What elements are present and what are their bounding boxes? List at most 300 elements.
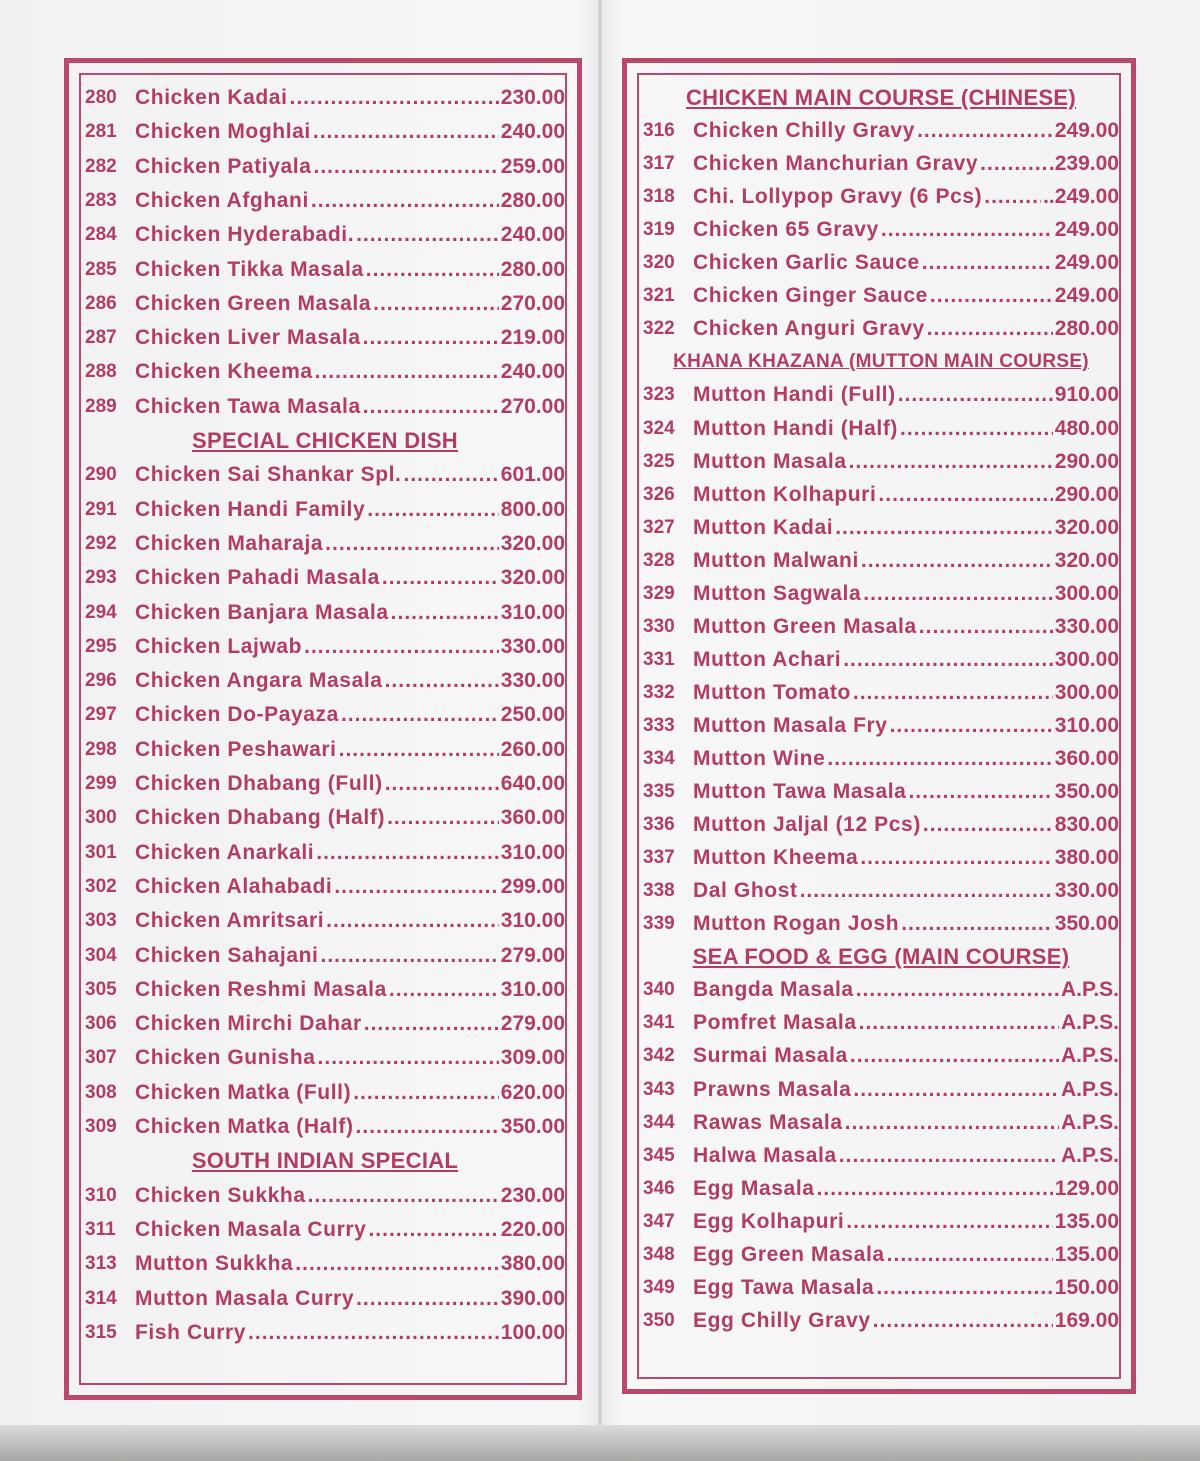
item-number: 326 bbox=[643, 483, 675, 505]
item-price: 260.00 bbox=[500, 737, 565, 761]
item-name: Pomfret Masala bbox=[693, 1011, 857, 1035]
item-number: 319 bbox=[643, 219, 675, 241]
dot-leader bbox=[363, 326, 499, 350]
menu-item bbox=[643, 248, 1119, 278]
item-number: 303 bbox=[85, 910, 117, 932]
item-name: Chicken Do-Payaza bbox=[135, 703, 339, 727]
left-page-frame bbox=[64, 58, 582, 1400]
menu-item bbox=[643, 380, 1119, 410]
item-name: Egg Tawa Masala bbox=[693, 1275, 875, 1299]
menu-item bbox=[85, 872, 565, 902]
dot-leader bbox=[385, 669, 499, 693]
item-name: Mutton Rogan Josh bbox=[693, 912, 900, 936]
item-name: Mutton Kadai bbox=[693, 515, 834, 539]
item-number: 286 bbox=[85, 292, 117, 314]
item-name: Chicken Tawa Masala bbox=[135, 394, 361, 418]
item-price: 300.00 bbox=[1054, 581, 1119, 605]
item-number: 296 bbox=[85, 670, 117, 692]
item-name: Egg Kolhapuri bbox=[693, 1209, 845, 1233]
menu-item bbox=[85, 1249, 565, 1279]
item-number: 347 bbox=[643, 1210, 675, 1232]
item-name: Chicken Alahabadi bbox=[135, 874, 333, 898]
item-number: 342 bbox=[643, 1045, 675, 1067]
item-number: 280 bbox=[85, 87, 117, 108]
menu-item bbox=[643, 546, 1119, 576]
menu-item bbox=[85, 735, 565, 765]
dot-leader bbox=[366, 258, 499, 282]
item-price: 135.00 bbox=[1054, 1242, 1119, 1266]
item-name: Mutton Achari bbox=[693, 647, 842, 671]
item-number: 314 bbox=[85, 1287, 117, 1309]
item-name: Dal Ghost bbox=[693, 879, 798, 903]
item-price: 910.00 bbox=[1054, 383, 1119, 407]
item-price: 620.00 bbox=[500, 1080, 565, 1104]
item-name: Chicken Handi Family bbox=[135, 497, 366, 521]
dot-leader bbox=[321, 944, 499, 968]
menu-item bbox=[643, 314, 1119, 344]
dot-leader bbox=[318, 1046, 499, 1070]
dot-leader bbox=[389, 978, 499, 1002]
item-price: 830.00 bbox=[1054, 813, 1119, 837]
item-name: Chicken Kheema bbox=[135, 360, 313, 384]
item-price: 150.00 bbox=[1054, 1275, 1119, 1299]
dot-leader bbox=[980, 152, 1047, 176]
item-price: 330.00 bbox=[1054, 879, 1119, 903]
dot-leader bbox=[373, 292, 499, 316]
menu-item bbox=[85, 1009, 565, 1039]
item-name: Mutton Handi (Full) bbox=[693, 383, 896, 407]
item-price: A.P.S. bbox=[1061, 1110, 1119, 1134]
menu-item bbox=[85, 460, 565, 490]
item-price: 129.00 bbox=[1054, 1176, 1119, 1200]
menu-item bbox=[85, 529, 565, 559]
item-price: 300.00 bbox=[1054, 647, 1119, 671]
menu-item bbox=[643, 281, 1119, 311]
item-number: 334 bbox=[643, 748, 675, 769]
menu-item bbox=[85, 1318, 565, 1348]
menu-item bbox=[85, 495, 565, 525]
dot-leader bbox=[385, 772, 499, 796]
item-price: 390.00 bbox=[500, 1286, 565, 1310]
item-price: 350.00 bbox=[1054, 912, 1119, 936]
item-price: 259.00 bbox=[500, 154, 565, 178]
item-number: 309 bbox=[85, 1116, 117, 1137]
dot-leader bbox=[900, 417, 1053, 441]
item-name: Egg Masala bbox=[693, 1176, 815, 1200]
item-number: 306 bbox=[85, 1013, 117, 1035]
table-surface bbox=[0, 1425, 1200, 1461]
dot-leader bbox=[927, 317, 1053, 341]
dot-leader bbox=[984, 185, 1041, 209]
item-name: Chicken Hyderabadi. bbox=[135, 223, 355, 247]
item-number: 346 bbox=[643, 1177, 675, 1199]
item-price: .239.00 bbox=[1048, 152, 1119, 176]
item-price: 380.00 bbox=[500, 1252, 565, 1276]
item-number: 340 bbox=[643, 979, 675, 1001]
item-number: 318 bbox=[643, 186, 675, 208]
item-number: 321 bbox=[643, 285, 675, 307]
item-number: 316 bbox=[643, 120, 675, 142]
dot-leader bbox=[800, 879, 1053, 903]
menu-item bbox=[643, 645, 1119, 675]
dot-leader bbox=[930, 284, 1053, 308]
item-price: 310.00 bbox=[500, 840, 565, 864]
item-price: 270.00 bbox=[500, 394, 565, 418]
item-number: 305 bbox=[85, 978, 117, 1000]
menu-item bbox=[643, 1306, 1119, 1336]
item-number: 297 bbox=[85, 704, 117, 726]
menu-item bbox=[643, 1240, 1119, 1270]
menu-item bbox=[643, 1207, 1119, 1237]
dot-leader bbox=[325, 532, 499, 556]
dot-leader bbox=[923, 813, 1053, 837]
item-price: 230.00 bbox=[500, 86, 565, 109]
item-number: 322 bbox=[643, 318, 675, 340]
item-name: Chicken Sahajani bbox=[135, 943, 319, 967]
item-price: 280.00 bbox=[500, 257, 565, 281]
dot-leader bbox=[387, 806, 499, 830]
section-heading: SOUTH INDIAN SPECIAL bbox=[191, 1148, 459, 1174]
item-price: 249.00 bbox=[1054, 251, 1119, 275]
item-price: ..249.00 bbox=[1043, 185, 1119, 209]
item-price: 310.00 bbox=[1054, 713, 1119, 737]
dot-leader bbox=[368, 1218, 498, 1242]
menu-item bbox=[85, 906, 565, 936]
menu-item bbox=[643, 678, 1119, 708]
item-price: 350.00 bbox=[500, 1115, 565, 1138]
item-name: Chicken Anarkali bbox=[135, 840, 315, 864]
item-name: Chicken Angara Masala bbox=[135, 669, 383, 693]
item-name: Chicken 65 Gravy bbox=[693, 218, 879, 242]
item-name: Halwa Masala bbox=[693, 1143, 837, 1167]
item-name: Chicken Liver Masala bbox=[135, 326, 361, 350]
menu-item bbox=[85, 186, 565, 216]
item-number: 281 bbox=[85, 121, 117, 143]
page-fold bbox=[598, 0, 602, 1461]
menu-item bbox=[643, 215, 1119, 245]
item-name: Mutton Tomato bbox=[693, 680, 851, 704]
item-price: 640.00 bbox=[500, 772, 565, 795]
dot-leader bbox=[859, 1011, 1059, 1035]
item-name: Chi. Lollypop Gravy (6 Pcs) bbox=[693, 185, 983, 209]
item-name: Fish Curry bbox=[135, 1320, 247, 1344]
item-number: 301 bbox=[85, 841, 117, 863]
item-price: 320.00 bbox=[1054, 548, 1119, 572]
item-price: 169.00 bbox=[1054, 1308, 1119, 1332]
dot-leader bbox=[878, 483, 1052, 507]
dot-leader bbox=[876, 1276, 1052, 1300]
menu-item bbox=[85, 769, 565, 799]
item-name: Mutton Tawa Masala bbox=[693, 780, 907, 804]
item-name: Chicken Tikka Masala bbox=[135, 257, 364, 281]
dot-leader bbox=[316, 841, 499, 865]
menu-item bbox=[643, 612, 1119, 642]
item-name: Chicken Dhabang (Full) bbox=[135, 772, 383, 795]
dot-leader bbox=[850, 1044, 1059, 1068]
item-number: 349 bbox=[643, 1276, 675, 1298]
dot-leader bbox=[391, 601, 499, 625]
dot-leader bbox=[860, 846, 1052, 870]
menu-item bbox=[643, 414, 1119, 444]
item-price: 250.00 bbox=[500, 703, 565, 727]
item-name: Mutton Jaljal (12 Pcs) bbox=[693, 813, 921, 837]
item-name: Chicken Maharaja bbox=[135, 531, 324, 555]
menu-item bbox=[85, 598, 565, 628]
dot-leader bbox=[908, 780, 1052, 804]
item-number: 350 bbox=[643, 1309, 675, 1331]
dot-leader bbox=[382, 566, 499, 590]
item-name: Mutton Masala Fry bbox=[693, 713, 888, 737]
dot-leader bbox=[845, 1111, 1059, 1135]
item-number: 341 bbox=[643, 1012, 675, 1034]
item-price: 279.00 bbox=[500, 943, 565, 967]
item-name: Chicken Masala Curry bbox=[135, 1217, 367, 1241]
item-number: 287 bbox=[85, 327, 117, 349]
item-name: Mutton Sukkha bbox=[135, 1252, 294, 1276]
item-price: 100.00 bbox=[500, 1320, 565, 1344]
menu-item bbox=[643, 711, 1119, 741]
dot-leader bbox=[315, 360, 499, 384]
dot-leader bbox=[861, 549, 1053, 573]
item-price: 230.00 bbox=[500, 1183, 565, 1207]
item-price: 240.00 bbox=[500, 120, 565, 144]
item-price: 320.00 bbox=[500, 566, 565, 590]
menu-item bbox=[643, 843, 1119, 873]
dot-leader bbox=[308, 1184, 499, 1208]
section-heading: CHICKEN MAIN COURSE (CHINESE) bbox=[685, 85, 1077, 110]
menu-item bbox=[85, 1215, 565, 1245]
dot-leader bbox=[887, 1243, 1053, 1267]
menu-item bbox=[643, 810, 1119, 840]
dot-leader bbox=[846, 1210, 1052, 1234]
item-name: Chicken Gunisha bbox=[135, 1046, 316, 1070]
menu-item bbox=[643, 1174, 1119, 1204]
menu-item bbox=[643, 744, 1119, 774]
item-price: 320.00 bbox=[1054, 515, 1119, 539]
item-number: 330 bbox=[643, 615, 675, 637]
item-name: Mutton Kheema bbox=[693, 846, 859, 870]
item-name: Chicken Ginger Sauce bbox=[693, 284, 928, 308]
menu-item bbox=[85, 563, 565, 593]
item-price: 330.00 bbox=[500, 634, 565, 658]
item-number: 336 bbox=[643, 814, 675, 836]
dot-leader bbox=[339, 738, 499, 762]
menu-item bbox=[643, 777, 1119, 807]
dot-leader bbox=[314, 155, 499, 179]
item-price: 360.00 bbox=[500, 806, 565, 830]
item-name: Chicken Sukkha bbox=[135, 1183, 306, 1207]
item-number: 284 bbox=[85, 224, 117, 246]
item-price: 601.00 bbox=[500, 463, 565, 487]
item-number: 338 bbox=[643, 880, 675, 902]
item-price: 220.00 bbox=[500, 1217, 565, 1241]
item-number: 288 bbox=[85, 361, 117, 383]
item-number: 329 bbox=[643, 582, 675, 604]
menu-item bbox=[85, 357, 565, 387]
dot-leader bbox=[898, 383, 1053, 407]
menu-item bbox=[85, 117, 565, 147]
item-name: Chicken Green Masala bbox=[135, 291, 372, 315]
item-price: 310.00 bbox=[500, 600, 565, 624]
menu-item bbox=[643, 909, 1119, 939]
item-price: 249.00 bbox=[1054, 119, 1119, 143]
item-price: 350.00 bbox=[1054, 780, 1119, 804]
item-number: 308 bbox=[85, 1081, 117, 1103]
item-number: 307 bbox=[85, 1047, 117, 1069]
item-price: 330.00 bbox=[500, 669, 565, 693]
item-price: 249.00 bbox=[1054, 284, 1119, 308]
item-name: Chicken Garlic Sauce bbox=[693, 251, 920, 275]
item-name: Mutton Malwani bbox=[693, 548, 859, 572]
item-name: Mutton Sagwala bbox=[693, 581, 862, 605]
item-price: A.P.S. bbox=[1061, 1077, 1119, 1101]
item-price: 290.00 bbox=[1054, 482, 1119, 506]
item-number: 333 bbox=[643, 714, 675, 736]
item-number: 313 bbox=[85, 1253, 117, 1275]
menu-item bbox=[85, 323, 565, 353]
dot-leader bbox=[922, 251, 1053, 275]
item-number: 290 bbox=[85, 464, 117, 486]
item-name: Chicken Manchurian Gravy bbox=[693, 152, 979, 176]
section-heading: SPECIAL CHICKEN DISH bbox=[192, 428, 458, 453]
item-number: 283 bbox=[85, 189, 117, 211]
item-number: 302 bbox=[85, 875, 117, 897]
menu-item bbox=[85, 152, 565, 182]
item-number: 293 bbox=[85, 567, 117, 589]
dot-leader bbox=[326, 909, 499, 933]
item-price: 380.00 bbox=[1054, 846, 1119, 870]
item-name: Egg Green Masala bbox=[693, 1242, 885, 1266]
item-price: 280.00 bbox=[500, 188, 565, 212]
menu-item bbox=[643, 975, 1119, 1005]
item-number: 344 bbox=[643, 1111, 675, 1133]
item-name: Egg Chilly Gravy bbox=[693, 1308, 871, 1332]
item-number: 310 bbox=[85, 1184, 117, 1206]
dot-leader bbox=[364, 1012, 499, 1036]
item-name: Chicken Peshawari bbox=[135, 737, 337, 761]
item-price: 480.00 bbox=[1054, 416, 1119, 440]
menu-item bbox=[85, 975, 565, 1005]
menu-item bbox=[85, 220, 565, 250]
menu-item bbox=[85, 1181, 565, 1211]
item-name: Chicken Mirchi Dahar bbox=[135, 1012, 362, 1036]
dot-leader bbox=[917, 119, 1053, 143]
item-number: 289 bbox=[85, 395, 117, 417]
menu-item bbox=[85, 392, 565, 422]
item-name: Chicken Matka (Full) bbox=[135, 1080, 352, 1104]
dot-leader bbox=[248, 1321, 499, 1345]
menu-item bbox=[85, 255, 565, 285]
item-number: 325 bbox=[643, 450, 675, 472]
item-number: 345 bbox=[643, 1144, 675, 1166]
item-price: 800.00 bbox=[500, 497, 565, 521]
item-number: 343 bbox=[643, 1078, 675, 1100]
item-price: 300.00 bbox=[1054, 680, 1119, 704]
menu-item bbox=[643, 1108, 1119, 1138]
item-price: 240.00 bbox=[500, 360, 565, 384]
item-price: 270.00 bbox=[500, 291, 565, 315]
item-price: 280.00 bbox=[1054, 317, 1119, 341]
dot-leader bbox=[827, 747, 1052, 771]
item-name: Rawas Masala bbox=[693, 1110, 843, 1134]
item-number: 327 bbox=[643, 516, 675, 538]
item-price: 219.00 bbox=[500, 326, 565, 350]
dot-leader bbox=[881, 218, 1053, 242]
item-name: Chicken Anguri Gravy bbox=[693, 317, 925, 341]
item-price: 279.00 bbox=[500, 1012, 565, 1036]
menu-item bbox=[643, 480, 1119, 510]
item-name: Chicken Lajwab bbox=[135, 634, 303, 658]
menu-item bbox=[85, 83, 565, 113]
item-name: Chicken Banjara Masala bbox=[135, 600, 389, 624]
item-number: 285 bbox=[85, 258, 117, 280]
item-number: 291 bbox=[85, 498, 117, 520]
item-price: 320.00 bbox=[500, 531, 565, 555]
item-number: 324 bbox=[643, 417, 675, 439]
item-number: 332 bbox=[643, 681, 675, 703]
dot-leader bbox=[817, 1177, 1053, 1201]
dot-leader bbox=[853, 681, 1053, 705]
item-price: 310.00 bbox=[500, 977, 565, 1001]
item-number: 339 bbox=[643, 913, 675, 935]
menu-item bbox=[643, 1273, 1119, 1303]
item-number: 304 bbox=[85, 944, 117, 966]
item-price: 330.00 bbox=[1054, 614, 1119, 638]
item-name: Mutton Handi (Half) bbox=[693, 416, 899, 440]
dot-leader bbox=[334, 875, 498, 899]
dot-leader bbox=[367, 498, 499, 522]
item-number: 328 bbox=[643, 549, 675, 571]
item-name: Chicken Chilly Gravy bbox=[693, 119, 916, 143]
menu-item bbox=[643, 1141, 1119, 1171]
dot-leader bbox=[843, 648, 1053, 672]
dot-leader bbox=[901, 912, 1053, 936]
item-name: Chicken Afghani bbox=[135, 188, 309, 212]
dot-leader bbox=[835, 516, 1053, 540]
menu-item bbox=[643, 1041, 1119, 1071]
item-number: 320 bbox=[643, 252, 675, 274]
item-number: 294 bbox=[85, 601, 117, 623]
menu-item bbox=[85, 1043, 565, 1073]
item-price: 240.00 bbox=[500, 223, 565, 247]
item-name: Prawns Masala bbox=[693, 1077, 852, 1101]
item-name: Chicken Matka (Half) bbox=[135, 1115, 354, 1138]
item-price: A.P.S. bbox=[1061, 1011, 1119, 1035]
item-number: 282 bbox=[85, 155, 117, 177]
item-number: 348 bbox=[643, 1243, 675, 1265]
item-price: A.P.S. bbox=[1061, 1044, 1119, 1068]
dot-leader bbox=[356, 1115, 499, 1139]
item-name: Chicken Amritsari bbox=[135, 909, 325, 933]
menu-item bbox=[85, 838, 565, 868]
item-name: Chicken Kadai bbox=[135, 86, 288, 109]
item-number: 331 bbox=[643, 648, 675, 670]
dot-leader bbox=[356, 1287, 499, 1311]
item-number: 335 bbox=[643, 781, 675, 803]
dot-leader bbox=[890, 714, 1053, 738]
menu-item bbox=[85, 289, 565, 319]
item-number: 298 bbox=[85, 738, 117, 760]
item-number: 299 bbox=[85, 773, 117, 794]
dot-leader bbox=[849, 450, 1053, 474]
dot-leader bbox=[341, 703, 499, 727]
dot-leader bbox=[856, 978, 1059, 1002]
item-price: 310.00 bbox=[500, 909, 565, 933]
item-name: Chicken Pahadi Masala bbox=[135, 566, 380, 590]
item-price: 290.00 bbox=[1054, 449, 1119, 473]
item-price: 249.00 bbox=[1054, 218, 1119, 242]
item-price: 135.00 bbox=[1054, 1209, 1119, 1233]
